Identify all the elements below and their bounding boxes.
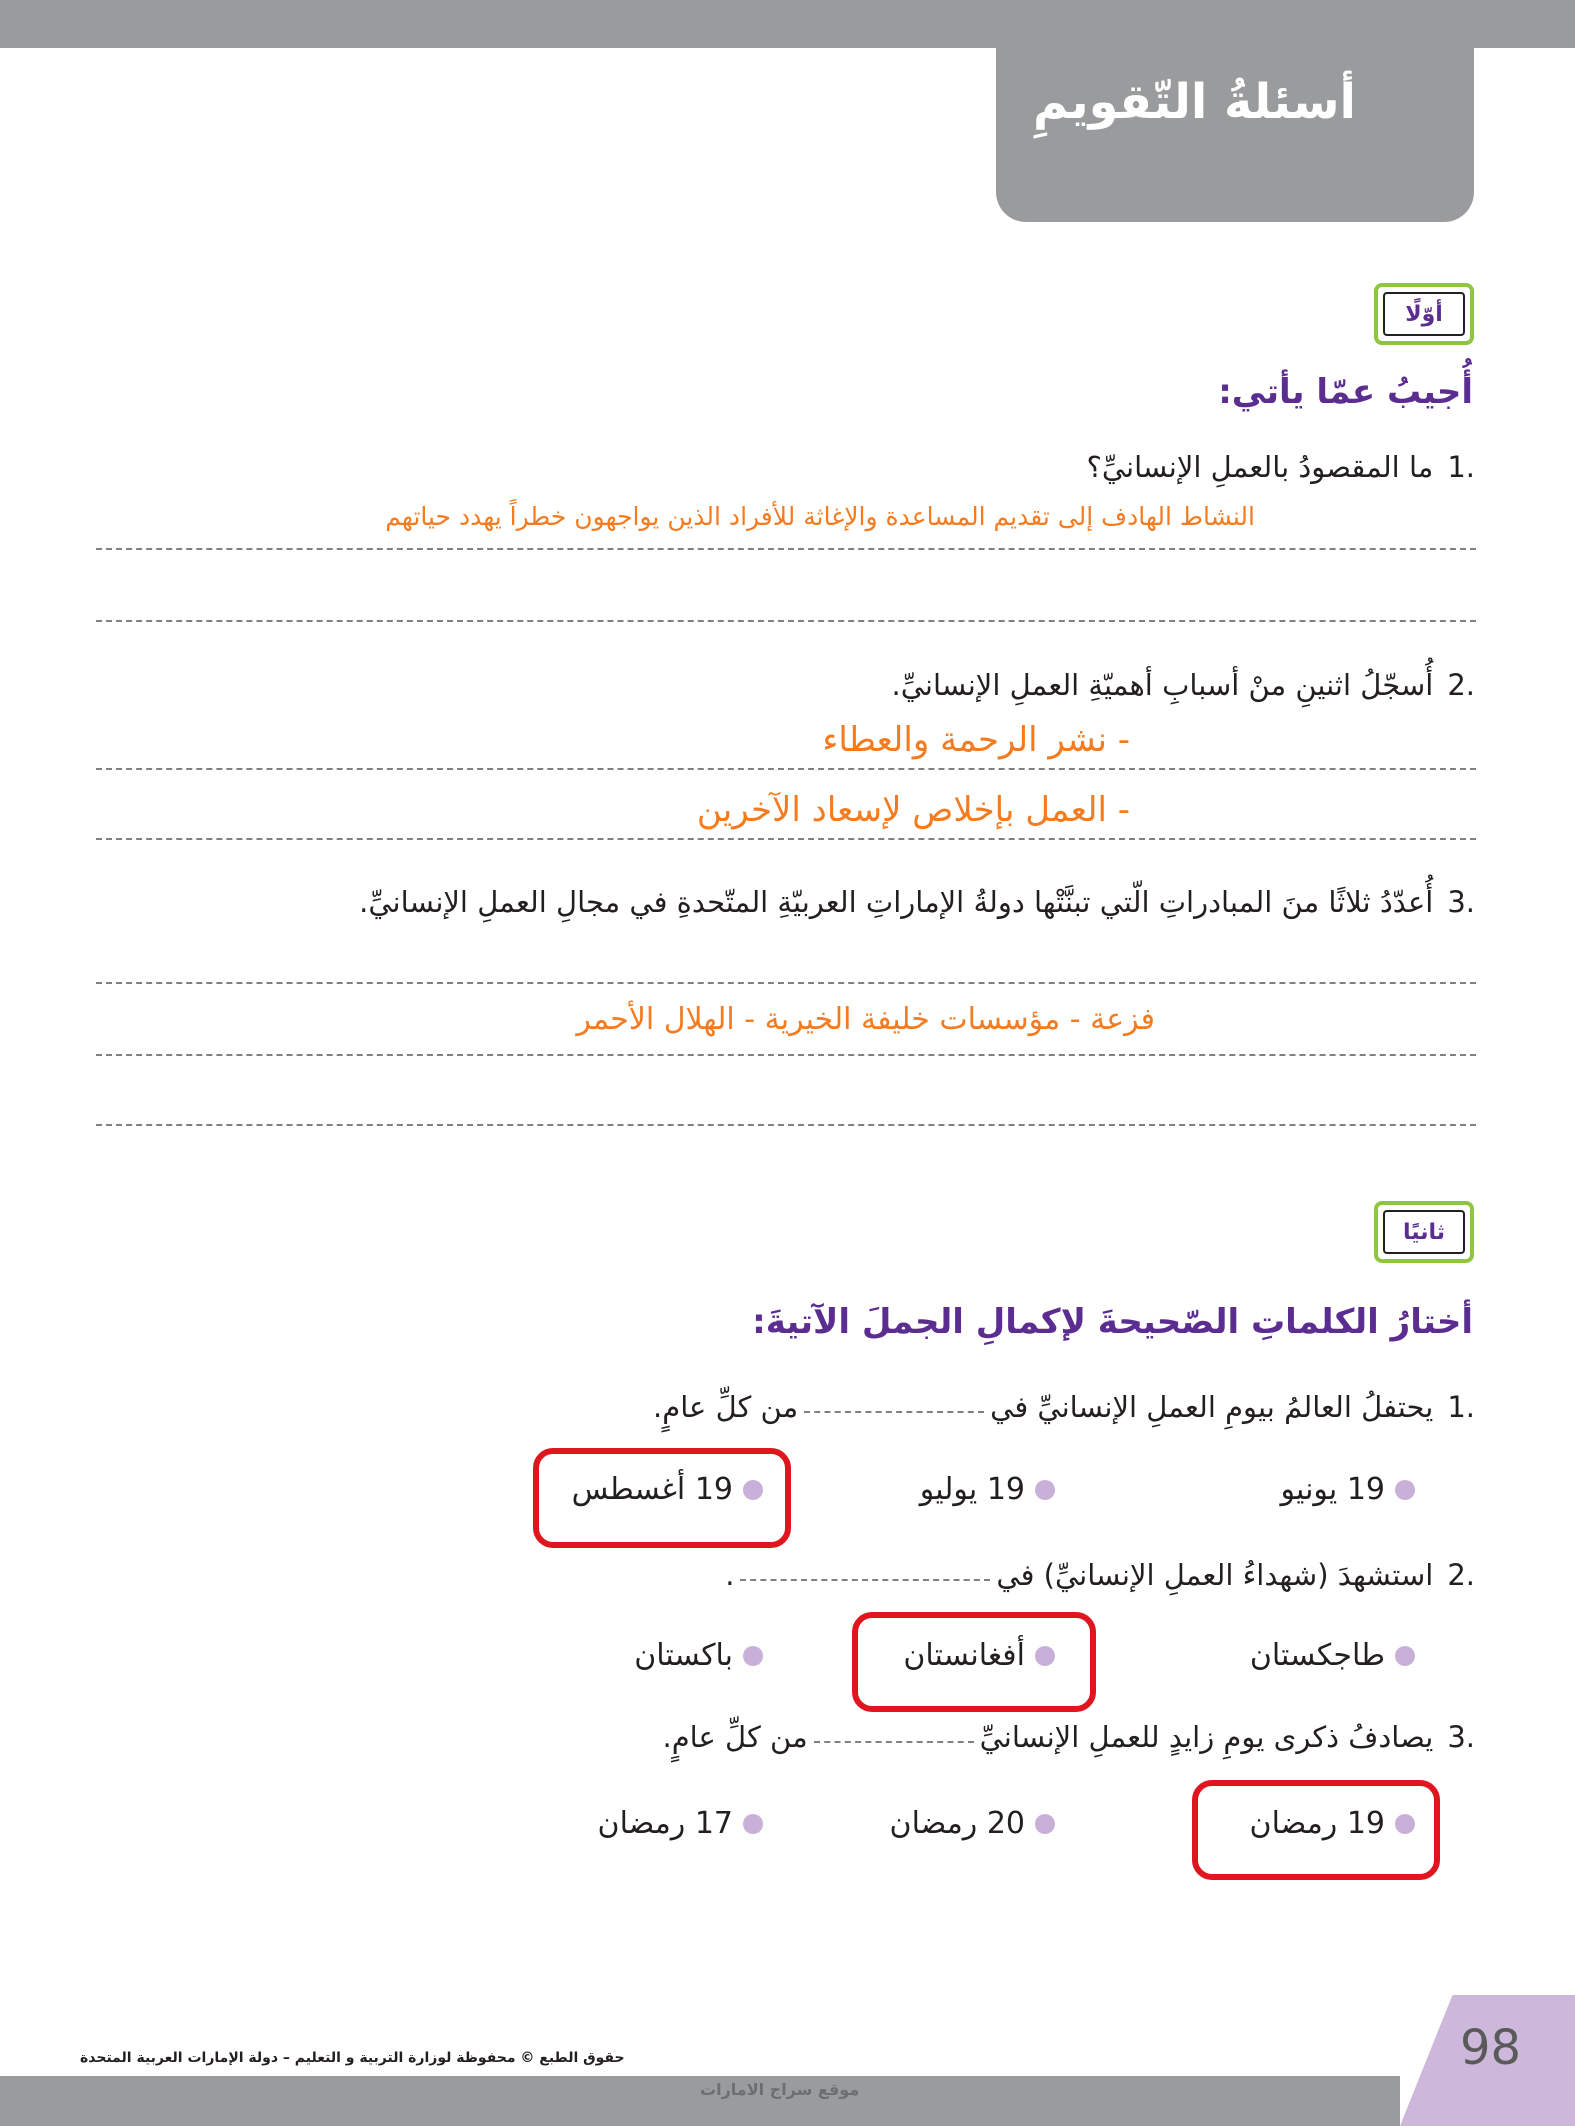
section-heading-answer: أُجيبُ عمّا يأتي: [1218, 372, 1473, 412]
fill-question-3 [663, 1720, 1476, 1754]
section-badge-label: ثانيًا [1383, 1210, 1465, 1254]
page-number: 98 [1460, 2020, 1522, 2076]
section-badge-label: أوّلًا [1383, 292, 1465, 336]
answer-line [96, 548, 1476, 550]
option-item[interactable] [598, 1806, 763, 1841]
question-number: .3 [1447, 885, 1475, 919]
question-text-before: استشهدَ (شهداءُ العملِ الإنسانيِّ) في [996, 1558, 1434, 1592]
question-number: .1 [1447, 450, 1475, 484]
question-text: أُعدّدُ ثلاثًا منَ المبادراتِ الّتي تبنَّتْها دولةُ الإماراتِ العربيّةِ المتّحدةِ في مجالِ العملِ الإنسانيِّ. [359, 885, 1434, 919]
copyright-notice: حقوق الطبع © محفوظة لوزارة التربية و التعليم – دولة الإمارات العربية المتحدة [80, 2050, 625, 2066]
option-label: 20 رمضان [889, 1806, 1025, 1841]
option-item[interactable] [890, 1806, 1055, 1841]
footer-site-name: موقع سراج الامارات [700, 2080, 860, 2099]
question-number: .2 [1447, 1558, 1475, 1592]
fill-blank [814, 1735, 974, 1743]
question-text-after: من كلِّ عامٍ. [662, 1720, 808, 1754]
answer-text: - العمل بإخلاص لإسعاد الآخرين [696, 790, 1130, 830]
section-badge-first [1374, 283, 1474, 345]
option-label: 19 رمضان [1249, 1806, 1385, 1841]
question-text: ما المقصودُ بالعملِ الإنسانيِّ؟ [1086, 450, 1434, 484]
selected-answer-circle [1192, 1780, 1440, 1880]
answer-text: النشاط الهادف إلى تقديم المساعدة والإغاثة للأفراد الذين يواجهون خطراً يهدد حياتهم [385, 502, 1255, 531]
bullet-dot [1035, 1480, 1055, 1500]
answer-line [96, 768, 1476, 770]
fill-blank [740, 1573, 990, 1581]
option-label: 19 يوليو [919, 1472, 1025, 1507]
answer-line [96, 1124, 1476, 1126]
question-text-after: من كلِّ عامٍ. [653, 1390, 799, 1424]
fill-question-1 [653, 1390, 1475, 1424]
answer-line [96, 838, 1476, 840]
option-label: طاجكستان [1249, 1638, 1385, 1673]
answer-line [96, 1054, 1476, 1056]
answer-text: - نشر الرحمة والعطاء [822, 720, 1130, 760]
fill-blank [804, 1405, 984, 1413]
selected-answer-circle [852, 1612, 1096, 1712]
option-item[interactable] [1281, 1472, 1415, 1507]
question-number: .2 [1447, 668, 1475, 702]
question-text: أُسجّلُ اثنينِ منْ أسبابِ أهميّةِ العملِ الإنسانيِّ. [891, 668, 1434, 702]
option-label: 19 أغسطس [571, 1472, 733, 1507]
option-label: باكستان [634, 1638, 733, 1673]
option-item[interactable] [1250, 1638, 1415, 1673]
bullet-dot [743, 1814, 763, 1834]
section-heading-choose: أختارُ الكلماتِ الصّحيحةَ لإكمالِ الجملَ الآتيةَ: [752, 1302, 1473, 1342]
option-item[interactable] [634, 1638, 763, 1673]
option-label: 19 يونيو [1280, 1472, 1385, 1507]
option-label: 17 رمضان [597, 1806, 733, 1841]
answer-line [96, 620, 1476, 622]
option-item[interactable] [920, 1472, 1055, 1507]
answer-line [96, 982, 1476, 984]
bullet-dot [1035, 1814, 1055, 1834]
question-text-before: يصادفُ ذكرى يومِ زايدٍ للعملِ الإنسانيِّ [979, 1720, 1434, 1754]
question-text-before: يحتفلُ العالمُ بيومِ العملِ الإنسانيِّ في [990, 1390, 1434, 1424]
bullet-dot [1395, 1480, 1415, 1500]
section-badge-second [1374, 1201, 1474, 1263]
bullet-dot [743, 1646, 763, 1666]
question-number: .1 [1447, 1390, 1475, 1424]
bullet-dot [1395, 1646, 1415, 1666]
header-tab [996, 0, 1474, 222]
question-3 [359, 885, 1475, 919]
question-2 [892, 668, 1475, 702]
page-title: أسئلةُ التّقويمِ [1032, 74, 1356, 130]
question-text-after: . [725, 1558, 735, 1592]
fill-question-2 [725, 1558, 1475, 1592]
question-number: .3 [1447, 1720, 1475, 1754]
selected-answer-circle [533, 1448, 791, 1548]
question-1 [1086, 450, 1475, 484]
answer-text: فزعة - مؤسسات خليفة الخيرية - الهلال الأحمر [576, 1002, 1155, 1037]
option-label: أفغانستان [903, 1638, 1025, 1673]
